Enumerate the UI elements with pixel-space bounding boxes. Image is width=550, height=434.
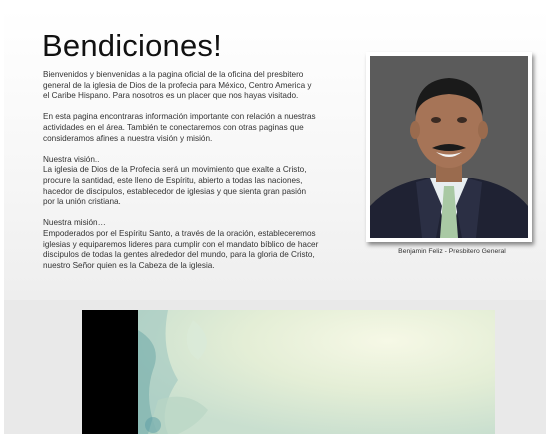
mission-section <box>43 218 343 271</box>
intro-paragraph: Bienvenidos y bienvenidas a la pagina oficial de la oficina del presbitero general de la iglesia de Dios de la profecia para México, Centro America y el Caribe Hispano. Para nosotros es un placer que nos hayas visitado. <box>43 70 312 101</box>
mission-title: Nuestra misión… <box>43 218 106 228</box>
page-title: Bendiciones! <box>42 28 222 63</box>
welcome-text <box>43 70 343 282</box>
vision-text: La iglesia de Dios de la Profecia será un movimiento que exalte a Cristo, procure la santidad, este lleno de Espíritu, abierto a todas las naciones, hacedor de discipulos, establecedor de iglesias y que sienta gran pasión por la unión cristiana. <box>43 165 307 207</box>
portrait-photo <box>370 56 528 238</box>
vision-section <box>43 155 343 208</box>
banner-black-strip <box>82 310 138 434</box>
portrait-image <box>370 56 528 238</box>
globe-image <box>138 310 495 434</box>
mission-text: Empoderados por el Espíritu Santo, a través de la oración, estableceremos iglesias y equiparemos lideres para cumplir con el mandato bíblico de hacer discipulos de todas la gentes alrededor del mundo, para la gloria de Cristo, nuestro Señor quien es la Cabeza de la iglesia. <box>43 228 319 270</box>
globe-banner <box>82 310 495 434</box>
info-paragraph: En esta pagina encontraras información importante con relación a nuestras actividades en el área. También te conectaremos con otras paginas que consideramos afines a nuestra visión y misión. <box>43 112 316 143</box>
portrait-caption: Benjamin Feliz - Presbitero General <box>398 248 506 255</box>
vision-title: Nuestra visión.. <box>43 154 100 164</box>
portrait-frame <box>366 52 532 242</box>
